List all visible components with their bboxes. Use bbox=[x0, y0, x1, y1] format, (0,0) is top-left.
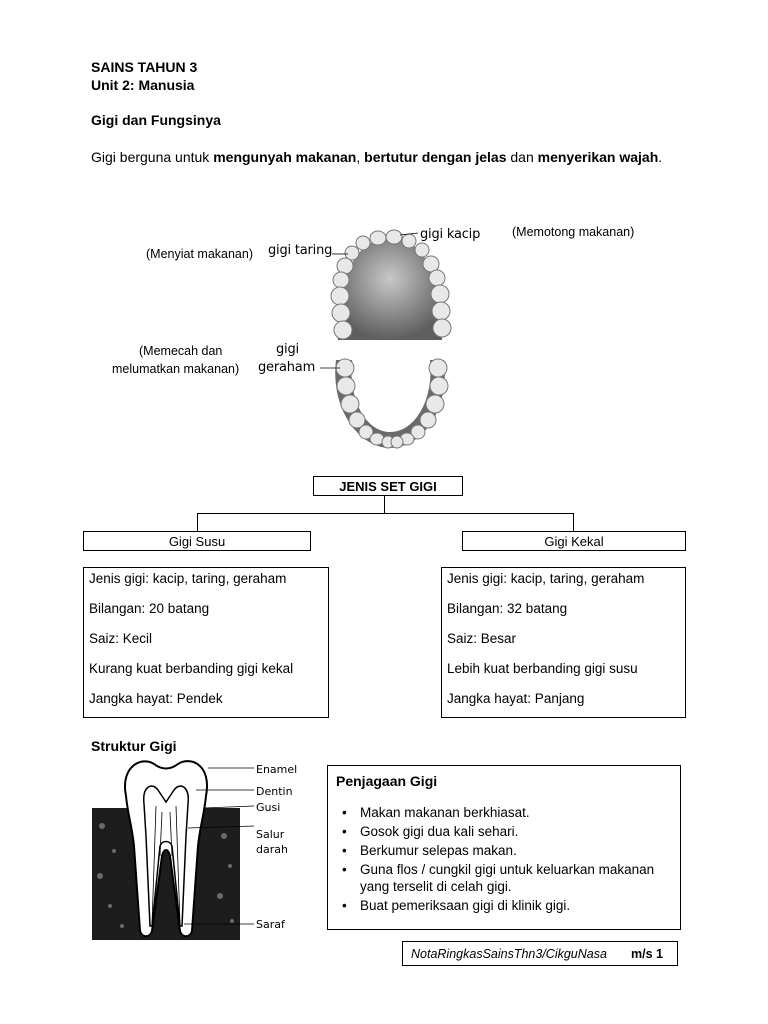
tree-connector-left bbox=[197, 513, 198, 531]
susu-item: Saiz: Kecil bbox=[89, 631, 153, 646]
susu-item: Bilangan: 20 batang bbox=[89, 601, 210, 616]
taring-function-label: (Menyiat makanan) bbox=[146, 247, 253, 261]
section-title: Gigi dan Fungsinya bbox=[91, 112, 221, 128]
intro-bold-2: bertutur dengan jelas bbox=[364, 149, 507, 165]
darah-label: darah bbox=[256, 843, 288, 856]
penjagaan-item: • Guna flos / cungkil gigi untuk keluarkan makanan yang terselit di celah gigi. bbox=[336, 861, 670, 895]
intro-paragraph bbox=[91, 148, 681, 167]
susu-item: Kurang kuat berbanding gigi kekal bbox=[89, 661, 294, 676]
gusi-label: Gusi bbox=[256, 801, 281, 814]
intro-text-3: dan bbox=[506, 149, 538, 165]
penjagaan-item: • Gosok gigi dua kali sehari. bbox=[336, 823, 670, 840]
tree-connector-vertical bbox=[384, 496, 385, 513]
kacip-function-label: (Memotong makanan) bbox=[512, 225, 635, 239]
kekal-item: Lebih kuat berbanding gigi susu bbox=[447, 661, 638, 676]
salur-label: Salur bbox=[256, 828, 285, 841]
saraf-label: Saraf bbox=[256, 918, 285, 931]
doc-subject-title: SAINS TAHUN 3 bbox=[91, 59, 198, 75]
susu-item: Jenis gigi: kacip, taring, geraham bbox=[89, 571, 287, 586]
gigi-susu-title: Gigi Susu bbox=[168, 533, 226, 549]
geraham-function-label-2: melumatkan makanan) bbox=[112, 362, 240, 376]
intro-text-1: Gigi berguna untuk bbox=[91, 149, 214, 165]
kekal-item: Saiz: Besar bbox=[447, 631, 517, 646]
susu-item: Jangka hayat: Pendek bbox=[89, 691, 223, 706]
intro-bold-3: menyerikan wajah bbox=[537, 149, 659, 165]
intro-text-4: . bbox=[658, 149, 663, 165]
set-gigi-title: JENIS SET GIGI bbox=[339, 478, 437, 494]
gigi-kekal-info-box bbox=[441, 567, 686, 718]
set-gigi-title-box bbox=[313, 476, 463, 496]
taring-label: gigi taring bbox=[268, 243, 333, 258]
geraham-label-2: geraham bbox=[258, 360, 316, 375]
penjagaan-item: • Buat pemeriksaan gigi di klinik gigi. bbox=[336, 897, 670, 914]
footer-note: NotaRingkasSainsThn3/CikguNasa bbox=[411, 946, 607, 961]
footer-box bbox=[402, 941, 678, 966]
kekal-item: Jenis gigi: kacip, taring, geraham bbox=[447, 571, 645, 586]
geraham-label-1: gigi bbox=[276, 342, 299, 357]
struktur-title: Struktur Gigi bbox=[91, 738, 177, 754]
kekal-item: Bilangan: 32 batang bbox=[447, 601, 568, 616]
gigi-susu-info-box bbox=[83, 567, 329, 718]
penjagaan-item: • Berkumur selepas makan. bbox=[336, 842, 670, 859]
kekal-item: Jangka hayat: Panjang bbox=[447, 691, 585, 706]
intro-text-2: , bbox=[356, 149, 365, 165]
footer-page: m/s 1 bbox=[631, 946, 663, 961]
penjagaan-box bbox=[327, 765, 681, 930]
gigi-kekal-title: Gigi Kekal bbox=[544, 533, 604, 549]
intro-bold-1: mengunyah makanan bbox=[213, 149, 357, 165]
gigi-susu-title-box bbox=[83, 531, 311, 551]
geraham-function-label-1: (Memecah dan bbox=[139, 344, 223, 358]
tree-connector-right bbox=[573, 513, 574, 531]
doc-unit-title: Unit 2: Manusia bbox=[91, 77, 195, 93]
kacip-label: gigi kacip bbox=[420, 227, 481, 242]
penjagaan-title: Penjagaan Gigi bbox=[336, 773, 438, 789]
gigi-kekal-title-box bbox=[462, 531, 686, 551]
enamel-label: Enamel bbox=[256, 763, 298, 776]
penjagaan-list bbox=[336, 804, 670, 914]
penjagaan-item: • Makan makanan berkhiasat. bbox=[336, 804, 670, 821]
tree-connector-horizontal bbox=[197, 513, 574, 514]
dentin-label: Dentin bbox=[256, 785, 293, 798]
